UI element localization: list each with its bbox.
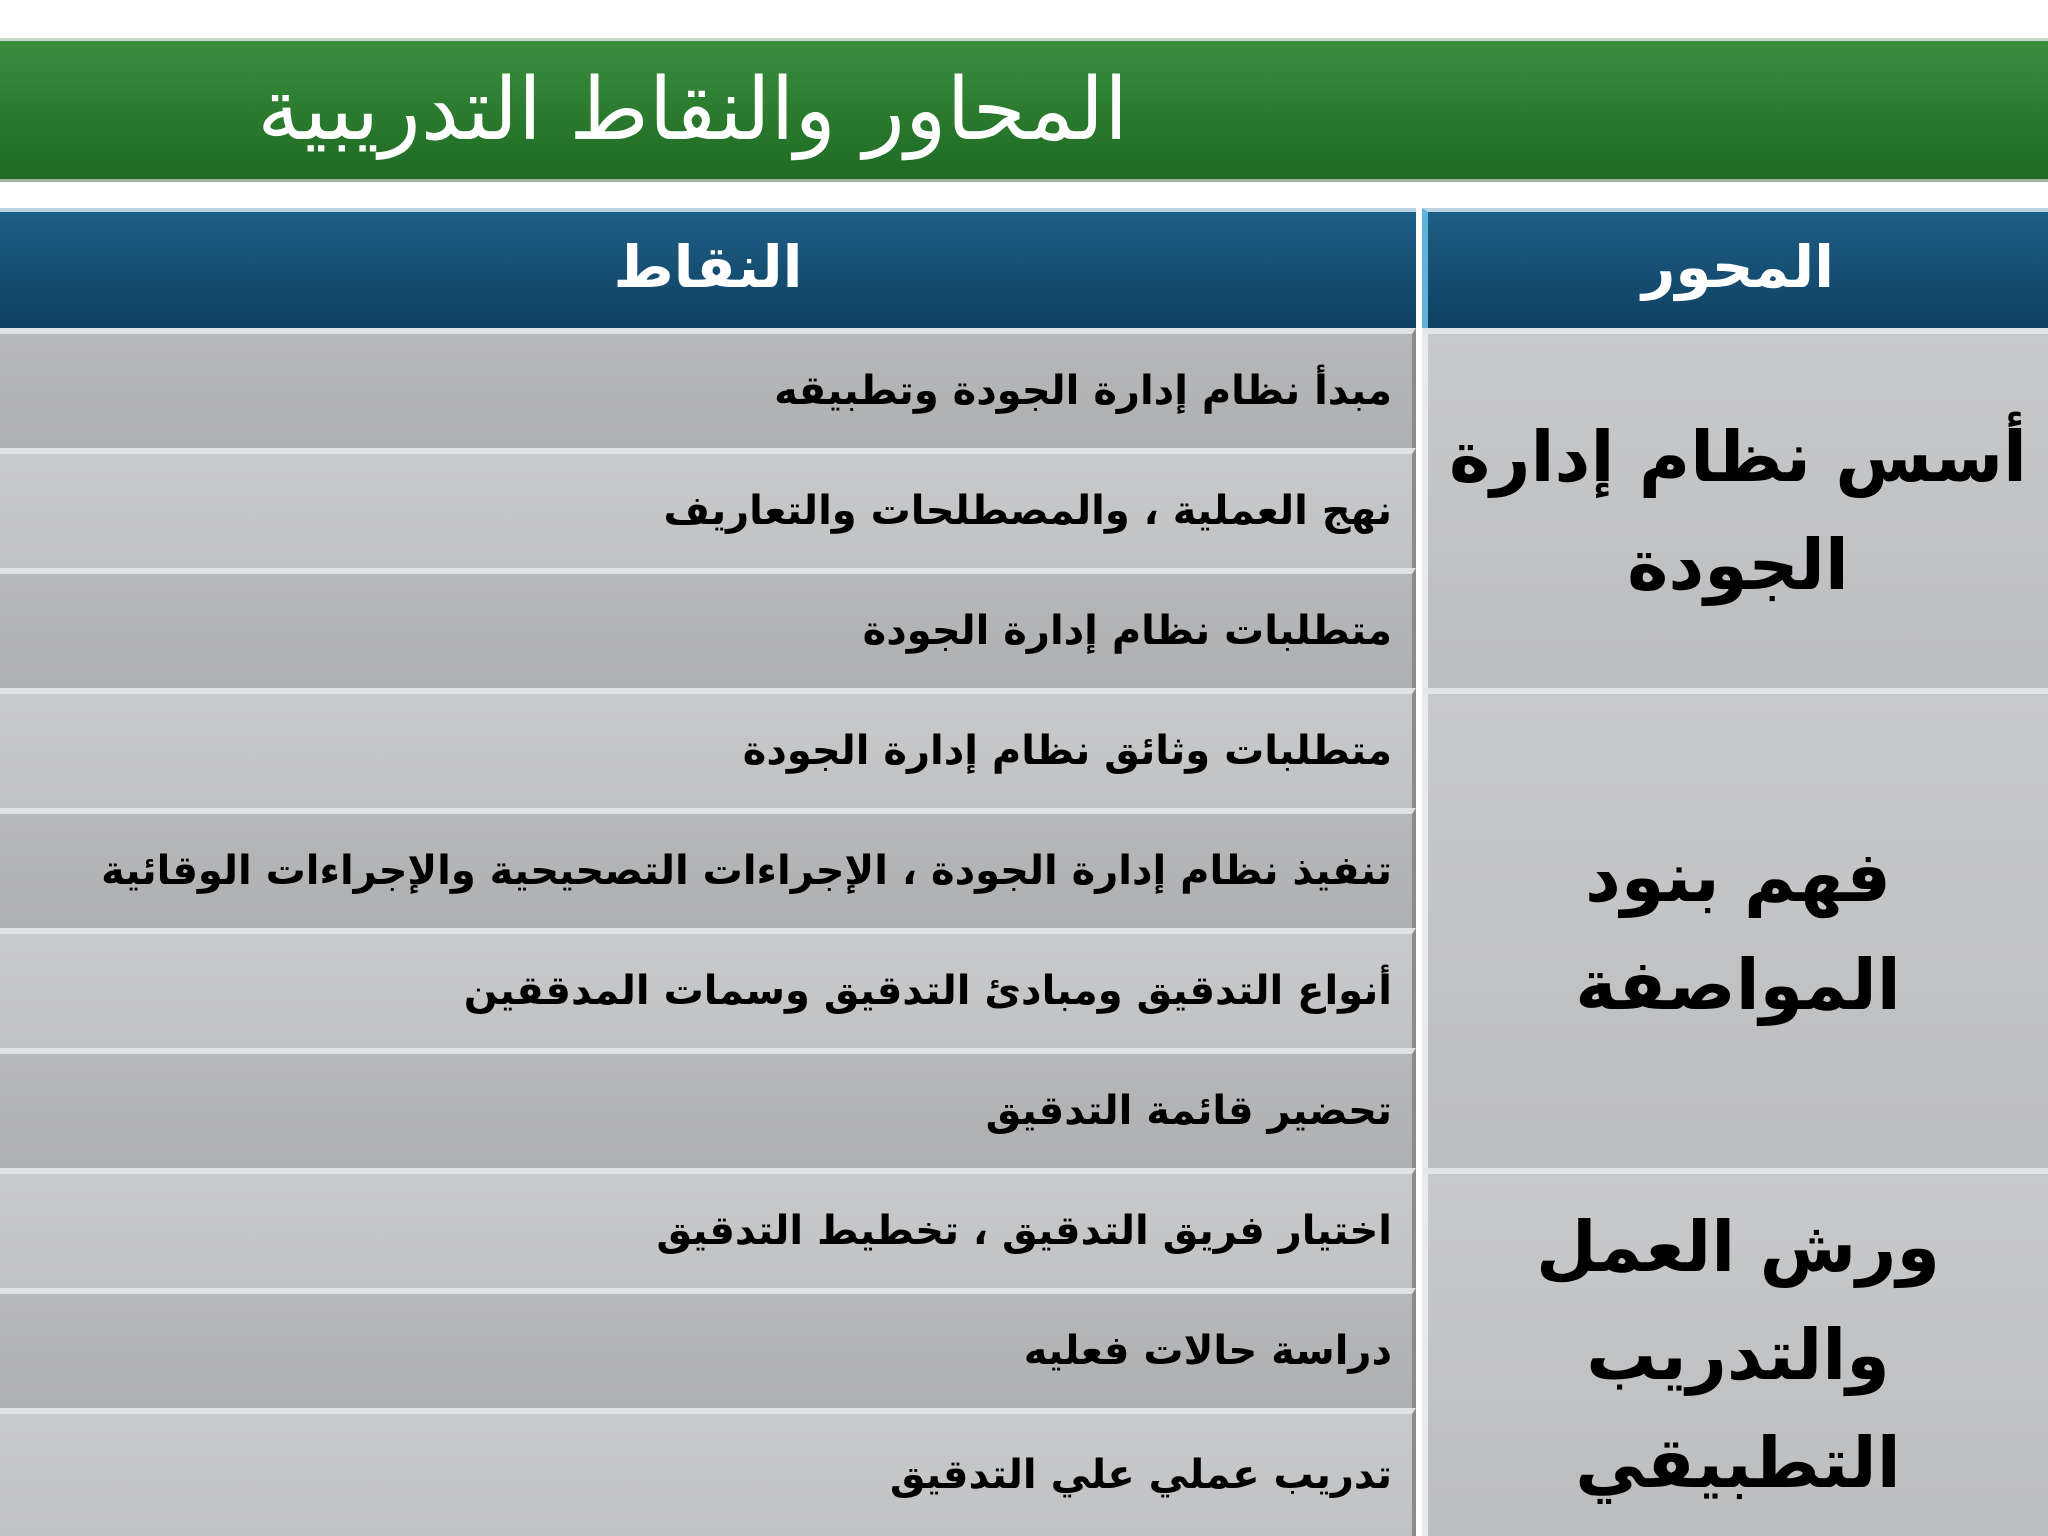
axis-label: أسس نظام إدارة الجودة	[1448, 416, 2028, 606]
point-text: مبدأ نظام إدارة الجودة وتطبيقه	[774, 368, 1392, 414]
point-row	[0, 568, 1416, 688]
point-text: نهج العملية ، والمصطلحات والتعاريف	[663, 488, 1392, 534]
point-text: اختيار فريق التدقيق ، تخطيط التدقيق	[656, 1208, 1392, 1254]
axis-cell-standard-clauses	[1422, 688, 2048, 1168]
point-row	[0, 1408, 1416, 1536]
point-text: تدريب عملي علي التدقيق	[889, 1452, 1392, 1498]
point-text: متطلبات وثائق نظام إدارة الجودة	[742, 728, 1392, 774]
axis-cell-quality-basics	[1422, 328, 2048, 688]
point-text: متطلبات نظام إدارة الجودة	[862, 608, 1392, 654]
point-text: أنواع التدقيق ومبادئ التدقيق وسمات المدققين	[463, 968, 1392, 1014]
point-text: تحضير قائمة التدقيق	[985, 1088, 1392, 1134]
axis-label: فهم بنود المواصفة	[1575, 836, 1901, 1026]
point-row	[0, 448, 1416, 568]
point-text: دراسة حالات فعليه	[1023, 1328, 1392, 1374]
point-row	[0, 928, 1416, 1048]
title-bar	[0, 38, 2048, 182]
axis-label: ورش العمل والتدريب التطبيقي	[1536, 1206, 1940, 1504]
header-axis	[1422, 208, 2048, 328]
point-row	[0, 1288, 1416, 1408]
point-row	[0, 688, 1416, 808]
point-row	[0, 1168, 1416, 1288]
slide-title: المحاور والنقاط التدريبية	[257, 60, 1128, 160]
header-points	[0, 208, 1416, 328]
point-text: تنفيذ نظام إدارة الجودة ، الإجراءات التصحيحية والإجراءات الوقائية	[101, 848, 1392, 894]
point-row	[0, 328, 1416, 448]
point-row	[0, 808, 1416, 928]
header-points-label: النقاط	[613, 233, 803, 301]
point-row	[0, 1048, 1416, 1168]
header-axis-label: المحور	[1641, 233, 1835, 301]
axis-cell-workshops	[1422, 1168, 2048, 1536]
training-table	[0, 208, 2048, 1536]
